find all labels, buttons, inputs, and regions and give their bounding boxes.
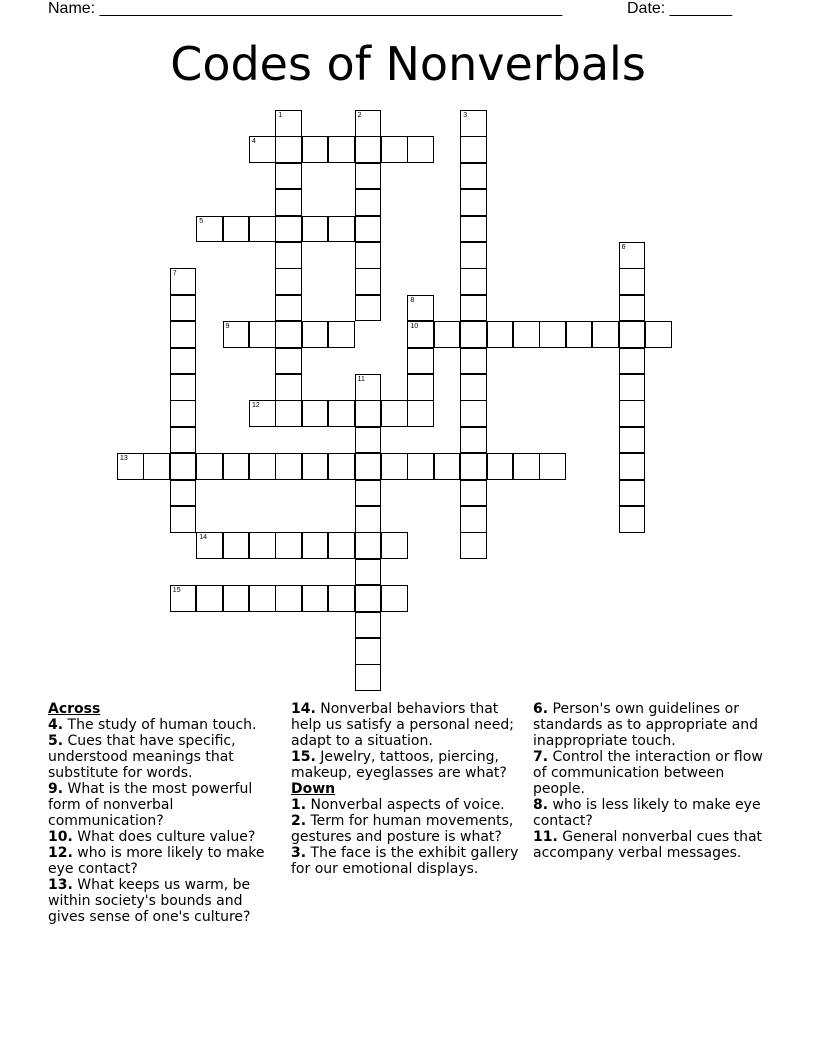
crossword-cell[interactable] [275,532,302,559]
crossword-cell[interactable] [355,400,382,427]
clue-number-label: 8. [533,797,549,813]
clue-item [291,813,523,845]
crossword-cell[interactable] [619,242,646,269]
down-clue-list-continued [533,701,773,861]
clue-text: Person's own guidelines or standards as to appropriate and inappropriate touch. [533,701,759,749]
crossword-cell[interactable] [275,295,302,322]
crossword-cell[interactable] [566,321,593,348]
clue-text: The face is the exhibit gallery for our emotional displays. [291,845,519,877]
clue-text: Jewelry, tattoos, piercing, makeup, eyeglasses are what? [291,749,507,781]
crossword-cell[interactable] [302,400,329,427]
crossword-cell[interactable] [328,136,355,163]
clue-number: 8 [410,296,415,304]
clue-text: What is the most powerful form of nonverbal communication? [48,781,253,829]
crossword-cell[interactable] [355,453,382,480]
clue-number: 9 [225,323,230,331]
name-field-label: Name: ____________________________________________________ [48,0,563,17]
clue-number-label: 2. [291,813,307,829]
clue-number-label: 15. [291,749,316,765]
clue-item [291,845,523,877]
crossword-cell[interactable] [460,453,487,480]
crossword-cell[interactable] [275,400,302,427]
crossword-cell[interactable] [355,612,382,639]
clue-number: 5 [199,217,204,225]
clue-text: who is more likely to make eye contact? [48,845,265,877]
crossword-cell[interactable] [275,374,302,401]
clue-item [48,845,280,877]
clue-item [291,797,523,813]
crossword-cell[interactable] [407,295,434,322]
clue-item [48,717,280,733]
crossword-cell[interactable] [381,400,408,427]
crossword-cell[interactable] [355,374,382,401]
crossword-cell[interactable] [460,532,487,559]
crossword-cell[interactable] [619,400,646,427]
clue-number: 10 [410,323,419,331]
crossword-cell[interactable] [619,321,646,348]
clue-number: 2 [357,112,362,119]
crossword-cell[interactable] [434,453,461,480]
crossword-cell[interactable] [302,585,329,612]
crossword-cell[interactable] [275,216,302,243]
crossword-cell[interactable] [407,348,434,375]
crossword-cell[interactable] [170,295,197,322]
crossword-cell[interactable] [460,242,487,269]
crossword-cell[interactable] [355,189,382,216]
crossword-cell[interactable] [223,321,250,348]
crossword-cell[interactable] [619,348,646,375]
crossword-cell[interactable] [275,321,302,348]
clues-column-1 [48,701,280,925]
crossword-cell[interactable] [460,348,487,375]
crossword-cell[interactable] [460,110,487,137]
crossword-cell[interactable] [619,453,646,480]
crossword-cell[interactable] [302,453,329,480]
crossword-cell[interactable] [302,216,329,243]
crossword-cell[interactable] [487,453,514,480]
crossword-cell[interactable] [275,163,302,190]
crossword-cell[interactable] [460,136,487,163]
clue-text: who is less likely to make eye contact? [533,797,761,829]
crossword-cell[interactable] [460,427,487,454]
crossword-cell[interactable] [275,348,302,375]
clue-number: 4 [252,138,256,146]
clue-text: What keeps us warm, be within society's bounds and gives sense of one's culture? [48,877,251,925]
crossword-cell[interactable] [460,374,487,401]
crossword-cell[interactable] [381,532,408,559]
crossword-cell[interactable] [223,532,250,559]
crossword-cell[interactable] [513,453,540,480]
clue-number-label: 3. [291,845,307,861]
crossword-cell[interactable] [513,321,540,348]
clue-number-label: 14. [291,701,316,717]
clue-text: Cues that have specific, understood meanings that substitute for words. [48,733,236,781]
crossword-cell[interactable] [249,585,276,612]
crossword-cell[interactable] [249,136,276,163]
clue-item [291,701,523,749]
clue-item [533,701,773,749]
crossword-cell[interactable] [539,453,566,480]
crossword-cell[interactable] [355,163,382,190]
crossword-cell[interactable] [275,585,302,612]
crossword-cell[interactable] [196,585,223,612]
crossword-cell[interactable] [355,295,382,322]
clue-text: General nonverbal cues that accompany verbal messages. [533,829,763,861]
crossword-cell[interactable] [170,453,197,480]
crossword-cell[interactable] [170,374,197,401]
crossword-cell[interactable] [170,268,197,295]
crossword-cell[interactable] [407,136,434,163]
crossword-cell[interactable] [592,321,619,348]
clue-number-label: 4. [48,717,64,733]
crossword-cell[interactable] [328,585,355,612]
crossword-cell[interactable] [170,585,197,612]
crossword-cell[interactable] [196,532,223,559]
crossword-cell[interactable] [619,427,646,454]
crossword-cell[interactable] [117,453,144,480]
crossword-cell[interactable] [355,110,382,137]
clue-text: Nonverbal behaviors that help us satisfy a personal need; adapt to a situation. [291,701,514,749]
clue-number: 3 [463,112,468,119]
crossword-cell[interactable] [645,321,672,348]
clue-number-label: 6. [533,701,549,717]
clues-column-3 [533,701,773,861]
crossword-cell[interactable] [275,189,302,216]
clue-number-label: 9. [48,781,64,797]
crossword-cell[interactable] [249,321,276,348]
clue-number: 1 [278,112,283,119]
crossword-cell[interactable] [619,268,646,295]
crossword-cell[interactable] [460,163,487,190]
crossword-cell[interactable] [170,506,197,533]
crossword-cell[interactable] [619,295,646,322]
crossword-cell[interactable] [223,585,250,612]
crossword-cell[interactable] [619,374,646,401]
clue-item [291,749,523,781]
crossword-cell[interactable] [249,532,276,559]
crossword-cell[interactable] [275,453,302,480]
crossword-cell[interactable] [539,321,566,348]
clue-number: 7 [172,270,177,278]
crossword-cell[interactable] [328,216,355,243]
crossword-cell[interactable] [407,453,434,480]
clue-number-label: 1. [291,797,307,813]
clue-number-label: 11. [533,829,558,845]
crossword-cell[interactable] [302,136,329,163]
crossword-cell[interactable] [460,295,487,322]
crossword-cell[interactable] [275,242,302,269]
crossword-cell[interactable] [170,321,197,348]
clue-text: Term for human movements, gestures and posture is what? [291,813,514,845]
clue-number: 13 [120,455,128,463]
crossword-cell[interactable] [355,136,382,163]
clue-item [48,829,280,845]
crossword-cell[interactable] [460,506,487,533]
crossword-cell[interactable] [355,427,382,454]
clue-item [48,733,280,781]
crossword-cell[interactable] [619,506,646,533]
clue-number-label: 13. [48,877,73,893]
clue-number: 12 [252,402,260,410]
crossword-cell[interactable] [328,532,355,559]
crossword-cell[interactable] [434,321,461,348]
crossword-cell[interactable] [275,268,302,295]
clue-item [533,749,773,797]
down-clue-list [291,797,523,877]
clue-number: 14 [199,534,207,542]
crossword-cell[interactable] [460,480,487,507]
page-title: Codes of Nonverbals [170,37,646,91]
crossword-cell[interactable] [460,400,487,427]
crossword-cell[interactable] [302,321,329,348]
crossword-cell[interactable] [355,216,382,243]
crossword-cell[interactable] [355,268,382,295]
crossword-cell[interactable] [223,453,250,480]
clue-number: 6 [621,244,626,251]
crossword-cell[interactable] [355,242,382,269]
crossword-cell[interactable] [196,453,223,480]
crossword-cell[interactable] [381,453,408,480]
crossword-cell[interactable] [460,189,487,216]
clue-number-label: 12. [48,845,73,861]
crossword-cell[interactable] [381,136,408,163]
crossword-cell[interactable] [143,453,170,480]
date-field-label: Date: _______ [627,0,732,17]
crossword-cell[interactable] [460,321,487,348]
clue-number: 11 [357,376,365,383]
crossword-cell[interactable] [223,216,250,243]
crossword-cell[interactable] [355,532,382,559]
crossword-cell[interactable] [407,400,434,427]
crossword-cell[interactable] [381,585,408,612]
crossword-cell[interactable] [249,216,276,243]
clue-number-label: 10. [48,829,73,845]
crossword-cell[interactable] [302,532,329,559]
crossword-cell[interactable] [355,664,382,691]
crossword-cell[interactable] [249,453,276,480]
crossword-cell[interactable] [170,427,197,454]
clue-text: The study of human touch. [63,717,257,733]
clues-column-2 [291,701,523,877]
crossword-cell[interactable] [355,559,382,586]
crossword-cell[interactable] [460,216,487,243]
crossword-cell[interactable] [196,216,223,243]
crossword-cell[interactable] [355,506,382,533]
crossword-cell[interactable] [170,400,197,427]
crossword-cell[interactable] [275,110,302,137]
clue-number: 15 [172,587,181,595]
crossword-cell[interactable] [275,136,302,163]
crossword-cell[interactable] [355,585,382,612]
clue-text: Nonverbal aspects of voice. [306,797,505,813]
clue-item [48,781,280,829]
crossword-cell[interactable] [170,348,197,375]
crossword-cell[interactable] [619,480,646,507]
crossword-cell[interactable] [487,321,514,348]
clue-item [533,797,773,829]
down-heading: Down [291,781,336,797]
clue-text: Control the interaction or flow of communication between people. [533,749,763,797]
clue-text: What does culture value? [72,829,256,845]
across-heading: Across [48,701,101,717]
crossword-cell[interactable] [355,480,382,507]
crossword-cell[interactable] [249,400,276,427]
crossword-cell[interactable] [460,268,487,295]
crossword-cell[interactable] [407,321,434,348]
clue-number-label: 5. [48,733,64,749]
crossword-cell[interactable] [407,374,434,401]
crossword-cell[interactable] [355,638,382,665]
across-clue-list [48,717,280,925]
crossword-cell[interactable] [170,480,197,507]
clue-number-label: 7. [533,749,549,765]
clue-item [48,877,280,925]
crossword-cell[interactable] [328,453,355,480]
crossword-cell[interactable] [328,400,355,427]
clue-item [533,829,773,861]
crossword-cell[interactable] [328,321,355,348]
across-clue-list-continued [291,701,523,781]
